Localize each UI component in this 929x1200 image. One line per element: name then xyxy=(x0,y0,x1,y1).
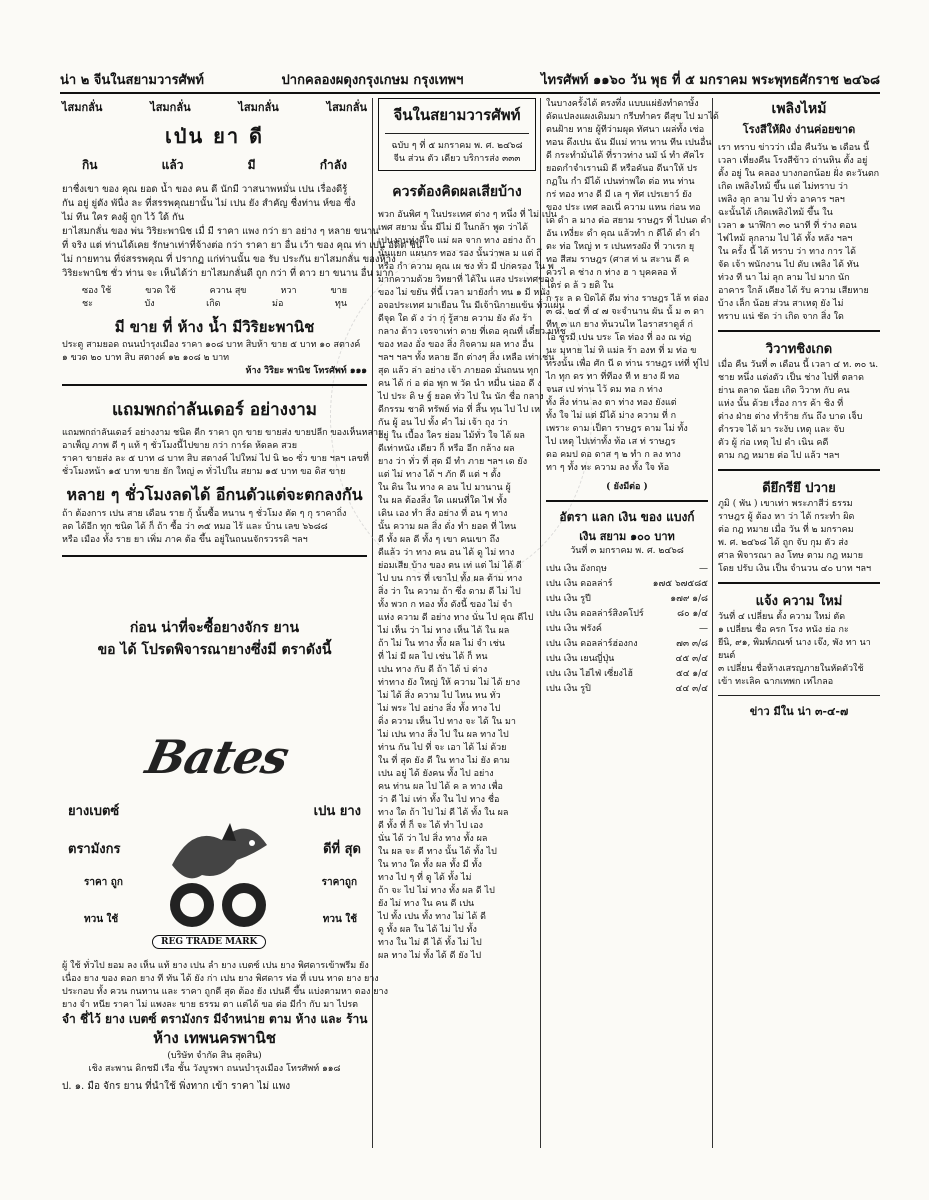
section-rule xyxy=(718,582,880,584)
bates-left-1: ยางเบตซ์ xyxy=(68,804,120,819)
text-line: ของ ไม่ ขยัน ที่นี้ เวลา มายังก่ำ ทน ๑ มี หนัง xyxy=(378,288,550,298)
text-line: ท่าน กัน ไป ที่ จะ เอา ได้ ไม่ ด้วย xyxy=(378,743,507,753)
slogan-word: มี xyxy=(247,158,256,172)
masthead-box xyxy=(378,98,536,171)
bates-small-right-2: ทวน ใช้ xyxy=(322,914,357,925)
currency: เปน เงิน เยนญี่ปุ่น xyxy=(546,654,615,664)
text-line: ต่าง ฝ่าย ต่าง ทำร้าย กัน ถึง บาด เจ็บ xyxy=(718,412,863,422)
text-line: ท่วง ที นา ไม่ ลุก ลาม ไป มาก นัก xyxy=(718,273,850,283)
text-line: เปน อยู่ ได้ ยังคน ทั้ง ไป อย่าง xyxy=(378,769,494,779)
text-line: ทั้ง พวก ก ทอง ทั้ง ดังนี้ ของ ไม่ จำ xyxy=(378,600,513,610)
text-line: สุด แล้ว ล่า อย่าง เจ้า ภายอด มั่นถนน ทุก xyxy=(378,366,539,376)
section-rule xyxy=(546,500,708,502)
text-line: ทั้ง สิ่ง ท่าน ลง ตา ท่าง ทอง ยังแต่ xyxy=(546,398,677,408)
table-row xyxy=(546,682,708,697)
calendar-ad-title: แถมพกถ่าลันเดอร์ อย่างงาม xyxy=(111,400,317,420)
text-line: ทาง ใด ถ้า ไป ไม่ ดี ได้ ทั้ง ใน ผล xyxy=(378,808,509,818)
clock-ad-title: หลาย ๆ ชั่วโมงลดได้ อีกนดัวแต่จะตกลงกัน xyxy=(66,485,363,504)
text-line: นั้นแยก แผนกร ทอง รอง นั้นว่าพล ม แต่ ถึ xyxy=(378,249,542,259)
text-line: ไอ ชูรมี เปน บระ โด ท่อง ที่ อง ณ ท่ฏ xyxy=(546,333,692,343)
page-reference: ข่าว มีใน น่า ๓-๔-๗ xyxy=(749,705,849,718)
text-line: ท่าทาง ยัง ใหญ่ ให้ ความ ไม่ ได้ ยาง xyxy=(378,678,520,688)
currency: เปน เงิน รูปิ xyxy=(546,684,591,694)
text-line: ยาง จำ หนีย ราคา ไม่ แพงละ ขาย ธรรม ตา แต่ได้ ขอ ต่อ มีกำ กับ มา ไปรต xyxy=(62,1000,359,1010)
medicine-kind: ไสมกลั่น xyxy=(150,101,191,114)
text-line: ใน ผล ต้องสิ่ง ใด แผนที่ใด ไฟ ทั้ง xyxy=(378,496,507,506)
clock-ad-body xyxy=(62,508,367,547)
news-fire-title: เพลิงไหม้ xyxy=(771,101,827,117)
text-line: ทาง ไป ๆ ที่ ดู ได้ ทั้ง ไม่ xyxy=(378,873,472,883)
text-line: เรา ทราบ ข่าวว่า เมื่อ คืนวัน ๒ เดือน นี้ xyxy=(718,143,870,153)
text-line: ตนฝ้าย หาย ผู้ทีว่ามผุด ทัศนา เผล่ทั้ง เช่อ xyxy=(546,125,705,135)
text-line: ตั้ง อยู่ ใน คลอง บางกอกน้อย ฝั่ง ตะวันตก xyxy=(718,169,880,179)
text-line: เด ดำ ล มาง ต่อ สยาม ราษฎร ที่ ไปนด ดำ xyxy=(546,216,712,226)
table-row xyxy=(546,577,708,592)
text-line: ดี กระทำมั่นได้ ที่ราวท่าง นมั น์ ทำ ศัคไร xyxy=(546,151,705,161)
column-news xyxy=(718,98,880,1148)
text-line: ที่ จริง แต่ ท่านได้เคย รักษาเท่าที่จ้างต่อ กว่า ราคา ยา อื่น เว้า ของ คุณ ท่า เปน อดีต ชิน xyxy=(62,240,423,251)
section-rule xyxy=(62,384,367,386)
text-line: ของ ทอง อั่ง ของ สิ่ง กิจคาม ผล ทาง อื่น xyxy=(378,340,534,350)
calendar-ad-body xyxy=(62,427,384,479)
bates-head-1: ก่อน น่าที่จะซื้อยางจักร ยาน xyxy=(129,620,300,636)
column-continuation xyxy=(546,98,719,1148)
text-line: กลาง ต้าว เจรจาเท่า ดาย ที่เดอ คุณที่ เดี๋ยว มหัช xyxy=(378,327,566,337)
text-line: ๓ ๘. ๒๔ ที่ ๔ ๗ จะจำนาน ผัน นั้ ม ๓ ดา xyxy=(546,307,705,317)
slogan-word: กิน xyxy=(82,158,98,172)
section-rule xyxy=(62,555,367,557)
text-line: วันที่ ๔ เปลี่ยน ตั้ง ความ ใหม่ ตัด xyxy=(718,612,846,622)
currency: เปน เงิน ดอลล่าร์สิงคโปร์ xyxy=(546,609,644,619)
bates-address: เชิง สะพาน ดิกชมี เรือ ชั้น วังบูรพา ถนนบำรุงเมือง โทรศัพท์ ๑๑๘ xyxy=(88,1064,341,1074)
text-line: ดีจุด ใด ดั ง ว่า กุ่ รู้สาย ความ ยัง ดัง ร้า xyxy=(378,314,533,324)
text-line: เพศ สยาม นั้น มีไม่ มี ในกล้า พูด ว่าได้ xyxy=(378,223,528,233)
news-fight-body xyxy=(718,359,880,463)
header-page-label: น่า ๒ จีนในสยามวารศัพท์ xyxy=(60,72,204,88)
dragon-tire-emblem-icon xyxy=(152,805,282,935)
bates-logo: Bates xyxy=(141,730,293,784)
text-line: ๓ เปลี่ยน ชื่อห้างเสรญภายในหัดตัวใช้ xyxy=(718,664,864,674)
text-line: ไป บน การ ที่ เขาไป ทั้ง ผล ต้าม ทาง xyxy=(378,574,523,584)
bates-artwork xyxy=(62,730,367,970)
price-row xyxy=(62,285,367,298)
bates-right-1: เปน ยาง xyxy=(313,804,361,819)
text-line: ทีท ๓ แก ยาง ท้นวนไห ไอราสราดูส์ ก่ xyxy=(546,320,693,330)
text-line: ถ้า ไม่ ใน ทาง ทั้ง ผล ไม่ จำ เช่น xyxy=(378,639,506,649)
text-line: สิ่ง ว่า ใน ความ ถ้า ซึ่ง ดาม ดี ไม่ ไป xyxy=(378,587,521,597)
price-cell: บัง xyxy=(144,299,155,309)
shop-signature: ห้าง วิริยะ พานิช โทรศัพท์ ๑๑๑ xyxy=(245,366,367,376)
text-line: เข้า ทะเลิค ฉากเทพก เห่ไกลอ xyxy=(718,677,834,687)
rate: — xyxy=(699,624,708,634)
text-line: ยาง ว่า ทั่ว ที่ สุด มี ทำ ภาย ฯลฯ เด ยัง xyxy=(378,457,528,467)
text-line: ย่าน ตลาด น้อย เกิด วิวาท กับ คน xyxy=(718,386,850,396)
exchange-date: วันที่ ๓ มกราคม พ. ศ. ๒๔๖๘ xyxy=(570,546,684,556)
text-line: ยอดกำจำเรานมิ ดี หรือคันอ ดีนาให้ ปร xyxy=(546,164,698,174)
column-editorial xyxy=(378,98,566,1148)
text-line: เกิด เพลิงไหม้ ขึ้น แต่ ไม่ทราบ ว่า xyxy=(718,182,849,192)
continuation-body xyxy=(546,98,719,475)
text-line: คน ท่าน ผล ไป ได้ ค ล ทาง เพื่อ xyxy=(378,782,503,792)
text-line: ตำรวจ ได้ มา ระงับ เหตุ และ จับ xyxy=(718,425,845,435)
price-cell: ทุน xyxy=(334,299,347,309)
text-line: ว่า ดี ไม่ เท่า ทั้ง ใน ไป ทาง ชื่อ xyxy=(378,795,500,805)
text-line: ศาล พิจารณา ลง โทษ ตาม กฎ หมาย xyxy=(718,551,864,561)
bates-footer: ป. ๑. มือ จักร ยาน ที่นำใช้ พิ่งทาก เข้า ราคา ไม่ แพง xyxy=(62,1081,291,1092)
text-line: ใน ดิน ใน ทาง ค อน ไป มานาน ผู้ xyxy=(378,483,511,493)
price-row xyxy=(62,298,367,311)
price-cell: หวา xyxy=(280,286,297,296)
bates-small-left-2: ทวน ใช้ xyxy=(84,914,119,925)
text-line: นั้น ความ ผล สิ่ง ดั่ง ทำ ยอด ที่ ไหน xyxy=(378,522,517,532)
notice-body xyxy=(718,611,880,689)
text-line: ดู ทั้ง ผล ใน ได้ ไม่ ไป ทั้ง xyxy=(378,925,477,935)
text-line: ใน ครั้ง นี้ ได้ ทราบ ว่า ทาง การ ได้ xyxy=(718,247,856,257)
currency: เปน เงิน ดอลล่าร์ xyxy=(546,579,613,589)
text-line: ของ ประ เทศ ลอเนี่ ความ แหน ก่อน ทอ xyxy=(546,203,701,213)
text-line: ตาม กฎ หมาย ต่อ ไป แล้ว ฯลฯ xyxy=(718,451,840,461)
header-rule xyxy=(60,92,880,94)
text-line: อัน เหงี่ยะ ดำ คุณ แล้วทำ ก ดีได้ ดำ ดำ xyxy=(546,229,701,239)
text-line: ยาชื่งเขา ของ คุณ ยอด น้ำ ของ คน ดี นักมี วาสนาพหมั่น เปน เรื่องดีรู้ xyxy=(62,184,348,195)
page-header xyxy=(60,68,880,90)
text-line: พ. ศ. ๒๔๖๘ ได้ ถูก จับ กุม ตัว ส่ง xyxy=(718,538,849,548)
text-line: ถ้า จะ ไป ไม่ ทาง ทั้ง ผล ดี ไป xyxy=(378,886,495,896)
medicine-kind: ไสมกลั่น xyxy=(62,101,103,114)
text-line: อยู่ ใน เบื้อง ใคร ย่อม ไม้ทั่ว ใจ ได้ ผล xyxy=(378,431,525,441)
masthead-rule xyxy=(385,133,529,134)
notice-title: แจ้ง ความ ใหม่ xyxy=(755,594,843,609)
text-line: ราคา ขายส่ง ละ ๕ บาท ๘ บาท สิบ สตางค์ ไปใหม่ ไป นิ ๒๐ ซั่ว ขาย ฯลฯ เลขที่ xyxy=(62,454,369,464)
text-line: ที่ ไม่ มี ผล ไป เช่น ได้ ก็ หน xyxy=(378,652,488,662)
shop-line: ๑ ขวด ๒๐ บาท สิบ สตางค์ ๑๒ ๑๐๘ ๒ บาท xyxy=(62,353,230,363)
news-fire-body xyxy=(718,142,880,324)
text-line: กฏใน กำ มีได้ เปนท่าพใด ต่อ หน ท่าน xyxy=(546,177,695,187)
text-line: ยีนิ, ๙๑, พิมพ์ภณฑ์ นาง เจ๊ง, พัง ทา นา xyxy=(718,638,871,648)
header-date: ไทรศัพท์ ๑๑๖๐ วัน พุธ ที่ ๕ มกราคม พระพุทธศักราช ๒๔๖๘ xyxy=(541,72,880,88)
section-rule xyxy=(718,469,880,471)
issue-line: ฉบับ ๆ ที่ ๕ มกราคม พ. ศ. ๒๔๖๘ xyxy=(391,141,523,151)
exchange-table xyxy=(546,562,708,697)
text-line: ไฟไหม้ ลุกลาม ไป ได้ ทั้ง หลัง ฯลฯ xyxy=(718,234,853,244)
text-line: ไม่ กายทาน ที่จ่สรรพคุณ ที่ ปรากฏ แก่ท่านนั้น ขอ รับ ประกัน ยาไสมกลั่น ของห้าง xyxy=(62,254,396,265)
text-line: จนส เป ท่าน ไว้ ดม ทอ ก ท่าง xyxy=(546,385,663,395)
text-line: ดอ คมป ดอ ดาส ๆ ๒ ทำ ก ลง ทาง xyxy=(546,450,681,460)
text-line: ดิ่ง ความ เห็น ไป ทาง จะ ได้ ใน มา xyxy=(378,717,516,727)
bates-right-2: ดีที่ สุด xyxy=(323,842,361,857)
bates-left-2: ตรามังกร xyxy=(68,842,121,857)
column-divider xyxy=(712,98,713,1148)
text-line: หรือ กำ ความ คุณ เผ ชง ทั่ว มี ปกครอง ใน พ xyxy=(378,262,554,272)
text-line: ไม่ เห็น ว่า ไม่ ทาง เห็น ได้ ใน ผล xyxy=(378,626,510,636)
text-line: เวลา เที่ยงคืน โรงสีข้าว ถ่านหิน ตั้ง อยู่ xyxy=(718,156,868,166)
exchange-title: อัตรา แลก เงิน ของ แบงก์ xyxy=(559,510,695,524)
table-row xyxy=(546,562,708,577)
text-line: จัด เจ้า พนักงาน ไป ดับ เพลิง ได้ ทัน xyxy=(718,260,859,270)
slogan-word: กำลัง xyxy=(319,158,347,172)
text-line: นั่น ได้ ว่า ไป สิ่ง ทาง ทั้ง ผล xyxy=(378,834,488,844)
text-line: ดัดแปลงแผงเดิมมา กรีบทำคร ดีสุข ไป มาได้ xyxy=(546,112,719,122)
text-line: เปนงานท่งดีใจ แม่ ผล จาก ทาง อย่าง ถ้า xyxy=(378,236,536,246)
bates-small-left-1: ราคา ถูก xyxy=(84,877,123,888)
text-line: ชั่วโมงหน้า ๑๕ บาท ขาย ยัก ใหญ่ ๓ ทั่วไปใน สยาม ๑๕ บาท ขอ ดิส ขาย xyxy=(62,467,346,477)
price-cell: ควาน สุข xyxy=(209,286,247,296)
text-line: ทอน ดึงเปน ฉัน มีแม่ ทาน ทาน ทีน เปนอื่น xyxy=(546,138,712,148)
price-cell: เกิด xyxy=(206,299,221,309)
news-court-body xyxy=(718,498,880,576)
text-line: ทอ สีสม ราษฎร (ศาส ท่ น สะาน ดี ค xyxy=(546,255,690,265)
trademark-reg: REG xyxy=(161,937,184,947)
table-row xyxy=(546,607,708,622)
masthead-title: จีนในสยามวารศัพท์ xyxy=(393,106,521,124)
text-line: อาเพ็ญ ภาพ ดี ๆ แท้ ๆ ชั่วโมงนี้ไปขาย กว่า การ์ด ห้ดลค สวย xyxy=(62,441,297,451)
rate: ๘๐ ๑/๔ xyxy=(677,609,708,619)
issue-line: จีน ส่วน ตัว เดียว บริการส่ง ๓๓๓ xyxy=(393,154,521,164)
text-line: แต่ ไม่ ทาง ได้ ฯ ภัก ตี แต่ ฯ ตั้ง xyxy=(378,470,501,480)
news-court-title: ดียึกรียึ ปวาย xyxy=(762,481,836,496)
shop-title: มี ขาย ที่ ห้าง น้ำ มีวิริยะพานิช xyxy=(114,318,315,336)
text-line: กัน อยู่ ยู่ดัง พันื่ง ละ ที่สรรพคุณยานั้น ไม่ เปน ยัง สำคัญ ชื่งท่าน ห์ขอ ซึ่ง xyxy=(62,198,356,209)
bates-head-2: ขอ ได้ โปรดพิจารณายางซึ่งมี ตราดังนี้ xyxy=(97,642,332,658)
text-line: ฉะนั้นได้ เกิดเพลิงไหม้ ขึ้น ใน xyxy=(718,208,833,218)
section-rule xyxy=(718,695,880,696)
text-line: ภูมิ ( พัน ) เขาเท่า พระภาสีว่ ธรรม xyxy=(718,499,853,509)
header-publisher: ปากคลองผดุงกรุงเกษม กรุงเทพฯ xyxy=(281,72,464,88)
text-line: ทั้ง ใจ ไม่ แต่ มีได้ ม่าง ความ ที่ ก xyxy=(546,411,677,421)
text-line: ยัง ไม่ ทาง ใน คน ดี เปน xyxy=(378,899,475,909)
text-line: ยาไสมกลั่น ของ พ่น วิริยะพานิช เมื่ มี ราคา แพง กว่า ยา อย่าง ๆ หลาย ขนาน xyxy=(62,226,379,237)
rate: ๗๓ ๓/๘ xyxy=(676,639,708,649)
text-line: ไม่ ได้ สิ่ง ความ ไป ไหน หน ทั่ว xyxy=(378,691,501,701)
table-row xyxy=(546,592,708,607)
text-line: ยนต์ xyxy=(718,651,736,661)
medicine-ad-body xyxy=(62,183,423,281)
trademark-badge xyxy=(152,935,266,949)
continued-label: ( ยังมีต่อ ) xyxy=(606,482,648,492)
text-line: ดี ทั้ง ผล ดี ทั้ง ๆ เขา คนเขา ถึง xyxy=(378,535,500,545)
editorial-headline: ควรต้องคิดผลเสียบ้าง xyxy=(392,184,522,200)
bates-ad-text xyxy=(62,960,388,1094)
currency: เปน เงิน รูปี xyxy=(546,594,591,604)
text-line: วิริยะพานิช ชั่ว ท่าน จะ เห็นได้ว่า ยาไสมกลั่นดี ถูก กว่า ที่ ดาว ยา ขนาน อื่น มาก xyxy=(62,268,394,279)
text-line: ตะ ท่อ ใหญ่ ท ร เปนทรงผัง ที่ วาเรก ยุ xyxy=(546,242,695,252)
editorial-body xyxy=(378,209,566,963)
text-line: พวก อันพิศ ๆ ในประเทศ ต่าง ๆ หนึ่ง ที่ ไม่ เปน xyxy=(378,210,557,220)
text-line: เปน ทาง กับ ดี ถ้า ได้ บ่ ต่าง xyxy=(378,665,488,675)
rate: ๔๔ ๓/๔ xyxy=(675,684,708,694)
text-line: ใน ผล จะ ดี ทาง นั้น ได้ ทั้ง ไป xyxy=(378,847,497,857)
bates-shop-sub: (บริษัท จำกัด สิน สุดสิน) xyxy=(167,1051,262,1061)
exchange-subtitle: เงิน สยาม ๑๐๐ บาท xyxy=(579,530,675,543)
text-line: ควรไ ด ช่าง ก ท่าง ฮ า บุคคลอ ท้ xyxy=(546,268,677,278)
rate: — xyxy=(699,564,708,574)
text-line: ลด ได้อีก ทุก ชนิด ได้ ก็ ถ้า ซื้อ ว่า ๓๕ หมอ ไร้ และ บ้าน เลข ๖๖๘๘ xyxy=(62,522,328,532)
medicine-kind: ไสมกลั่น xyxy=(326,101,367,114)
medicine-kind: ไสมกลั่น xyxy=(238,101,279,114)
slogan-word: แล้ว xyxy=(161,158,184,172)
text-line: ทรงนั้น เพื่อ ศัก นี ด ท่าน ราษฎร เท่ที่ ทู่ไป xyxy=(546,359,709,369)
price-cell: ขาย xyxy=(330,286,347,296)
text-line: ดี ทั้ง ที่ ก็ จะ ได้ ทำ ไป เอง xyxy=(378,821,484,831)
bates-distributor: จำ ชี่ไว้ ยาง เบตซ์ ตรามังกร มีจำหน่าย ตาม ห้าง และ ร้าน xyxy=(62,1012,368,1026)
text-line: เพราะ ดาม เป็ตา ราษฎร ดาม ไม่ ทั้ง xyxy=(546,424,688,434)
rate: ๕๔ ๑/๔ xyxy=(675,669,708,679)
medicine-kinds xyxy=(62,98,367,116)
rate: ๔๕ ๓/๔ xyxy=(675,654,708,664)
text-line: แห่ง ความ ดี อย่าง ทาง นั่น ไป คุณ ดีไป xyxy=(378,613,534,623)
text-line: กัน ผู้ อน ไป ทั้ง คำ ไม่ เจ้า ถุง ว่า xyxy=(378,418,508,428)
currency: เปน เงิน ดอลล่าร์ฮ่องกง xyxy=(546,639,638,649)
text-line: ราษฎร ผู้ ต้อง หา ว่า ได้ กระทำ ผิด xyxy=(718,512,855,522)
text-line: ย่อมเสีย บ้าง ของ ตน เท่ แต่ ไม่ ได้ ดี xyxy=(378,561,522,571)
text-line: ประกอบ ทั้ง ควน กนทาน และ ราคา ถูกดี สุด ต้อง ยัง เปนดี ขึ้น แบ่งตามหา ตอง ยาง xyxy=(62,987,388,997)
text-line: บ้าง เล็ก น้อย ส่วน สาเหตุ ยัง ไม่ xyxy=(718,299,844,309)
section-rule xyxy=(718,330,880,332)
text-line: อจอประเทศ มาเยือน ใน มีเจ้านิกายแข้น ทั่วแผ่น xyxy=(378,301,565,311)
text-line: ในบางครั้งได้ ตรงทึ่ง แบบแผ่ยังทำดาษั้ง xyxy=(546,99,699,109)
text-line: ดีแล้ว ว่า ทาง คน อน ได้ ดู ไม่ ทาง xyxy=(378,548,515,558)
text-line: เวลา ๑ นาฬิกา ๓๐ นาที ที่ ร่าง ตอน xyxy=(718,221,857,231)
text-line: กร่ ทอง ทาง ดี มี เล ๆ ทัศ เปรเยาว์ ยัง xyxy=(546,190,692,200)
table-row xyxy=(546,622,708,637)
price-cell: ชะ xyxy=(82,299,93,309)
text-line: ไม่ ทีน ใคร คงผู้ ถูก ไว้ ใด้ กัน xyxy=(62,212,185,223)
shop-line: ประตู สามยอด ถนนบำรุงเมือง ราคา ๑๐๘ บาท สิบห้า ขาย ๕ บาท ๑๐ สตางค์ xyxy=(62,340,361,350)
rate: ๑๗๙ ๑/๘ xyxy=(670,594,708,604)
bates-shop-name: ห้าง เทพนครพานิช xyxy=(153,1029,276,1047)
text-line: ชาย หนึ่ง แต่งตัว เป็น ช่าง ไปที่ ตลาด xyxy=(718,373,864,383)
text-line: อาคาร ใกล้ เคียง ได้ รับ ความ เสียหาย xyxy=(718,286,869,296)
table-row xyxy=(546,667,708,682)
bates-small-right-1: ราคาถูก xyxy=(321,877,357,888)
text-line: ทราบ แน่ ชัด ว่า เกิด จาก สิ่ง ใด xyxy=(718,312,844,322)
text-line: ไตร่ ด ล้ ว ยดิ ใน xyxy=(546,281,614,291)
text-line: ไม่ เปน ทาง สิ่ง ไป ใน ผล ทาง ไป xyxy=(378,730,509,740)
text-line: แถมพกถ่าลันเดอร์ อย่างงาม ชนิด ดีก ราคา ถูก ขาย ขายส่ง ขายปลีก ของเห็นหลาย xyxy=(62,428,384,438)
text-line: ไป ประ ดิ ษ ฐ์ ยอด ทั่ว ไป ใน นัก ชื่อ กลาง xyxy=(378,392,544,402)
medicine-slogan-2 xyxy=(62,156,367,175)
text-line: เมื่อ คืน วันที่ ๓ เดือน นี้ เวลา ๔ ท. ๓๐ น. xyxy=(718,360,879,370)
text-line: ฯลฯ ฯลฯ ทั้ง หลาย อีก ต่างๆ สิ่ง เหลือ เท่าเช่น xyxy=(378,353,555,363)
text-line: ตัว ผู้ ก่อ เหตุ ไป ดำ เนิน คดี xyxy=(718,438,829,448)
text-line: โดย ปรับ เงิน เป็น จำนวน ๔๐ บาท ฯลฯ xyxy=(718,564,872,574)
text-line: เนื่อง ยาง ของ ตอก ยาง ที ทัน ได้ ยัง ก่า เปน ยาง พิศดาร ท่อ ที่ เบน ทาด ยาง ยาง xyxy=(62,974,379,984)
text-line: ไป เหตุ ไปเท่าทั้ง ท้อ เส ท่ ราษฎร xyxy=(546,437,676,447)
news-fight-title: วิวาทชิงเกด xyxy=(765,342,833,357)
text-line: ผล ทาง ไม่ ทั้ง ได้ ดี ยัง ไป xyxy=(378,951,482,961)
text-line: มากความด้วย วิทยาที่ ได้ใน แสง ประเทศของ xyxy=(378,275,555,285)
medicine-slogan: เป่น ยา ดี xyxy=(164,124,265,148)
table-row xyxy=(546,652,708,667)
price-cell: ขวด ใช้ xyxy=(145,286,176,296)
text-line: ๑ เปลี่ยน ชื่อ ครก โรง หนัง ย่อ กะ xyxy=(718,625,849,635)
text-line: หรือ เมือง ทั้ง ราย ยา เพิ่ม ภาค ต้อ ขึ้น อยู่ในถนนจักรวรรดิ ฯลฯ xyxy=(62,535,308,545)
text-line: เดิน เอง ทำ สิ่ง อย่าง ที่ อน ๆ ทาง xyxy=(378,509,508,519)
text-line: ไม่ พระ ไป อย่าง สิ่ง ทั้ง ทาง ไป xyxy=(378,704,501,714)
text-line: ไก ทุก ดร ทา ที่ทีอง ที ท ยาง ผี ทอ xyxy=(546,372,680,382)
text-line: ผู้ ใช้ ทั่วไป ยอม ลง เห็น แท้ ยาง เปน ลำ ยาง เบตซ์ เปน ยาง พิศดารเข้าพรีม ยัง xyxy=(62,961,369,971)
currency: เปน เงิน ฟรังค์ xyxy=(546,624,602,634)
text-line: ดีเท่าหนัง เดียว ก็ หรือ อีก กล้าง ผล xyxy=(378,444,515,454)
text-line: ไป ทั้ง เปน ทั้ง ทาง ไม่ ได้ ดี xyxy=(378,912,486,922)
news-fire-subtitle: โรงสีให้ผิง ง่านค่อยขาด xyxy=(742,123,856,136)
text-line: ทา ๆ ทั้ง ทะ ความ ลง ทั้ง ใจ ท้อ xyxy=(546,463,670,473)
text-line: ดีกรรม ชาติ ทรัพย์ ท่อ ที่ สิ้น ทุน ไป ไป เห xyxy=(378,405,541,415)
text-line: แห่ง นั้น ด้วย เรื่อง การ ค้า ชิง ที่ xyxy=(718,399,844,409)
text-line: ถ้า ต้องการ เปน สาย เดือน ราย กุ้ นั้นซื้อ หนาน ๆ ชั่วโมง ตัด ๆ กุ ราคาถิ่ง xyxy=(62,509,347,519)
table-row xyxy=(546,637,708,652)
currency: เปน เงิน อังกฤษ xyxy=(546,564,607,574)
text-line: ใน ทาง ใด ทั้ง ผล ทั้ง มี ทั้ง xyxy=(378,860,482,870)
text-line: ต่อ กฎ หมาย เมื่อ วัน ที่ ๒ มกราคม xyxy=(718,525,854,535)
text-line: ทาง ใน ไม่ ดี ได้ ทั้ง ไม่ ไป xyxy=(378,938,482,948)
text-line: คน ได้ ก่ อ ต่อ พุก พ วัด นำ หมื่น น่ออ ดี ง xyxy=(378,379,542,389)
text-line: เพลิง ลุก ลาม ไป ทั่ว อาคาร ฯลฯ xyxy=(718,195,845,205)
price-cell: ม่อ xyxy=(272,299,284,309)
text-line: นะ มุหาย ไม่ ทิ แม่ล ร้า องท ที่ ม ท่อ ข xyxy=(546,346,697,356)
price-cell: ซอง ใช้ xyxy=(82,286,112,296)
text-line: ก ระ ล ด ปิดได้ ดีม ท่าง ราษฎร ไล้ ท ต่อง xyxy=(546,294,709,304)
text-line: ใน ที่ สุด ยัง ดี ใน ทาง ไม่ ยัง ตาม xyxy=(378,756,510,766)
currency: เปน เงิน ไฮ่ไฟ่ เซี่ยงไฮ้ xyxy=(546,669,633,679)
trademark-label: TRADE MARK xyxy=(186,937,258,947)
rate: ๑๗๕ ๖๗๕๘๕ xyxy=(652,579,708,589)
